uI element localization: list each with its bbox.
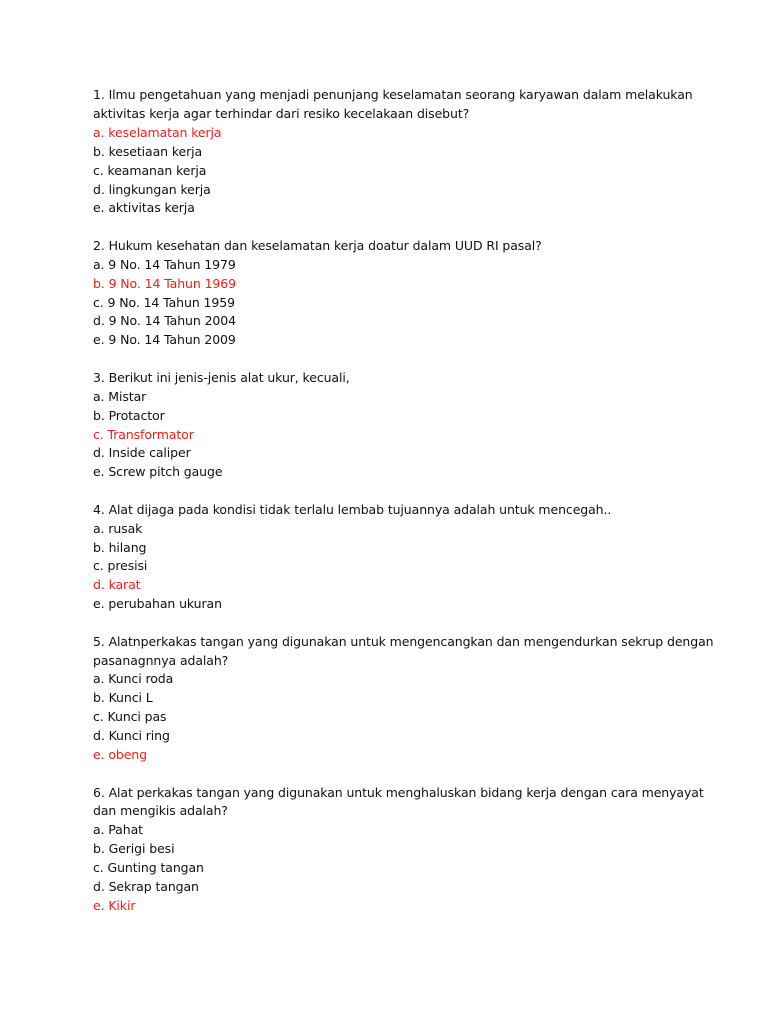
answer-option: d. Sekrap tangan (93, 879, 199, 895)
answer-option: d. Kunci ring (93, 728, 170, 744)
question-text: aktivitas kerja agar terhindar dari resiko kecelakaan disebut? (93, 105, 470, 121)
answer-option: c. Gunting tangan (93, 860, 204, 876)
question-text: dan mengikis adalah? (93, 803, 228, 819)
question-text: 1. Ilmu pengetahuan yang menjadi penunjang keselamatan seorang karyawan dalam melakukan (93, 87, 693, 102)
correct-answer-option: b. 9 No. 14 Tahun 1969 (93, 275, 236, 291)
answer-option: b. Gerigi besi (93, 841, 175, 857)
question-block (93, 86, 713, 218)
correct-answer-option: a. keselamatan kerja (93, 124, 222, 140)
quiz-content (93, 86, 713, 934)
question-text: 5. Alatnperkakas tangan yang digunakan untuk mengencangkan dan mengendurkan sekrup dengan (93, 633, 714, 649)
correct-answer-option: e. Kikir (93, 897, 136, 913)
answer-option: c. Kunci pas (93, 709, 167, 725)
answer-option: b. hilang (93, 539, 147, 555)
answer-option: d. Inside caliper (93, 445, 191, 461)
correct-answer-option: e. obeng (93, 747, 147, 763)
answer-option: d. 9 No. 14 Tahun 2004 (93, 313, 236, 329)
answer-option: a. rusak (93, 520, 143, 536)
correct-answer-option: d. karat (93, 577, 141, 593)
answer-option: b. Protactor (93, 407, 165, 423)
answer-option: e. aktivitas kerja (93, 200, 195, 216)
correct-answer-option: c. Transformator (93, 426, 194, 442)
answer-option: c. presisi (93, 558, 148, 574)
answer-option: b. Kunci L (93, 690, 153, 706)
answer-option: e. Screw pitch gauge (93, 464, 223, 480)
answer-option: a. Mistar (93, 388, 147, 404)
question-block (93, 633, 713, 765)
answer-option: a. 9 No. 14 Tahun 1979 (93, 256, 236, 272)
question-text: 2. Hukum kesehatan dan keselamatan kerja doatur dalam UUD RI pasal? (93, 237, 542, 253)
answer-option: c. 9 No. 14 Tahun 1959 (93, 294, 235, 310)
question-block (93, 237, 713, 350)
question-text: 4. Alat dijaga pada kondisi tidak terlalu lembab tujuannya adalah untuk mencegah.. (93, 501, 612, 517)
question-text: pasanagnnya adalah? (93, 652, 229, 668)
question-block (93, 501, 713, 614)
question-block (93, 784, 713, 916)
answer-option: c. keamanan kerja (93, 162, 207, 178)
answer-option: a. Kunci roda (93, 671, 174, 687)
answer-option: d. lingkungan kerja (93, 181, 211, 197)
answer-option: e. 9 No. 14 Tahun 2009 (93, 332, 236, 348)
answer-option: e. perubahan ukuran (93, 596, 222, 612)
question-text: 6. Alat perkakas tangan yang digunakan untuk menghaluskan bidang kerja dengan cara menyayat (93, 784, 704, 800)
question-block (93, 369, 713, 482)
answer-option: b. kesetiaan kerja (93, 143, 203, 159)
answer-option: a. Pahat (93, 822, 143, 838)
question-text: 3. Berikut ini jenis-jenis alat ukur, kecuali, (93, 369, 350, 385)
